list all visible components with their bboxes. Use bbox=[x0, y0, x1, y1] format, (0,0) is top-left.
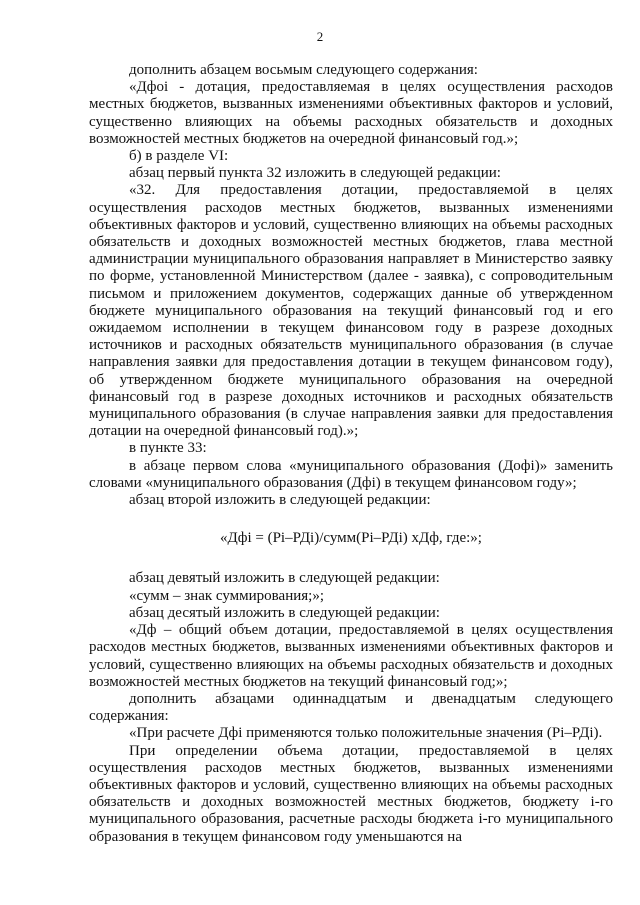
paragraph: б) в разделе VI: bbox=[129, 148, 229, 165]
page-number: 2 bbox=[316, 29, 324, 44]
paragraph: дополнить абзацем восьмым следующего содержания: bbox=[129, 62, 478, 78]
paragraph: абзац второй изложить в следующей редакции: bbox=[129, 492, 431, 509]
paragraph: «32. Для предоставления дотации, предоставляемой в целях осуществления расходов местных бюджетов, вызванных изменениями объективных факторов и условий, существенно влияющих на объемы расходных обязательств и доходных возможностей местных бюджетов, глава местной администрации муниципального образования направляет в Министерство заявку по форме, установленной Министерством (далее - заявка), с сопроводительным письмом и приложением документов, содержащих данные об утвержденном бюджете муниципального образования на текущий финансовый год и его ожидаемом исполнении в текущем финансовом году в разрезе доходных источников и расходных обязательств муниципального образования (в случае направления заявки для предоставления дотации в текущем финансовом году), об утвержденном бюджете муниципального образования на очередной финансовый год в разрезе доходных источников и расходных обязательств муниципального образования (в случае направления заявки для предоставления дотации на очередной финансовый год).»; bbox=[89, 182, 613, 440]
paragraph: в пункте 33: bbox=[129, 440, 207, 457]
paragraph: абзац девятый изложить в следующей редакции: bbox=[129, 570, 440, 587]
paragraph: При определении объема дотации, предоставляемой в целях осуществления расходов местных бюджетов, вызванных изменениями объективных факторов и условий, существенно влияющих на объемы расходных обязательств и доходных возможностей местных бюджетов, бюджету і-го муниципального образования, расчетные расходы бюджета і-го муниципального образования в текущем финансовом году уменьшаются на bbox=[89, 742, 613, 845]
paragraph: «Дф – общий объем дотации, предоставляемой в целях осуществления расходов местных бюджетов, вызванных изменениями объективных факторов и условий, существенно влияющих на объемы расходных обязательств и доходных возможностей местных бюджетов на текущий финансовый год;»; bbox=[89, 622, 613, 690]
paragraph: «При расчете Дфі применяются только положительные значения (Рі–РДі). bbox=[129, 725, 603, 742]
formula: «Дфі = (Рі–РДі)/сумм(Рі–РДі) хДф, где:»; bbox=[220, 530, 482, 547]
paragraph: абзац десятый изложить в следующей редакции: bbox=[129, 604, 440, 621]
paragraph: «сумм – знак суммирования;»; bbox=[129, 587, 324, 604]
paragraph: в абзаце первом слова «муниципального образования (Дофі)» заменить словами «муниципального образования (Дфі) в текущем финансовом году»; bbox=[89, 457, 613, 491]
paragraph: «Дфоі - дотация, предоставляемая в целях осуществления расходов местных бюджетов, вызванных изменениями объективных факторов и условий, существенно влияющих на объемы расходных обязательств и доходных возможностей местных бюджетов на очередной финансовый год.»; bbox=[89, 79, 613, 147]
document-body bbox=[89, 62, 613, 846]
paragraph: абзац первый пункта 32 изложить в следующей редакции: bbox=[129, 165, 501, 182]
paragraph: дополнить абзацами одиннадцатым и двенадцатым следующего содержания: bbox=[89, 690, 613, 725]
